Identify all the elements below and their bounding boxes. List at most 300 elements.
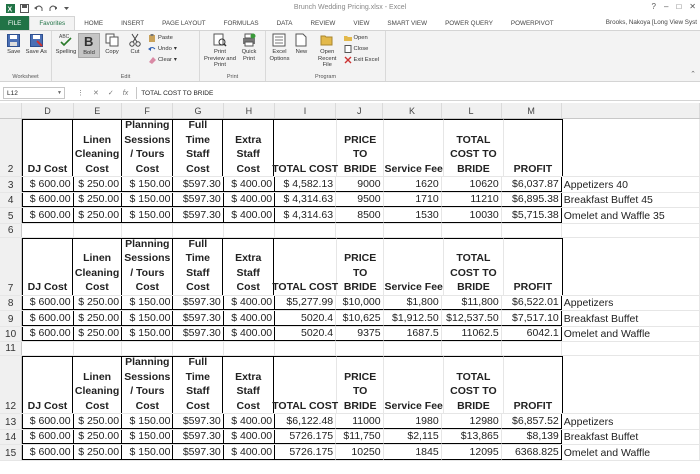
cell-n-7[interactable] xyxy=(563,238,700,295)
value-cell[interactable] xyxy=(74,327,122,342)
empty-cell[interactable] xyxy=(224,342,275,355)
formula-input[interactable]: TOTAL COST TO BRIDE xyxy=(136,87,700,99)
header-cell-price[interactable]: PRICE TO BRIDE xyxy=(337,356,384,413)
empty-cell[interactable] xyxy=(173,342,223,355)
value-cell[interactable] xyxy=(22,208,73,223)
value-cell[interactable] xyxy=(122,296,173,311)
empty-cell[interactable] xyxy=(173,224,223,237)
cell-value: $13,865 xyxy=(460,430,499,442)
account-name[interactable]: Brooks, Nakoya [Long View Syst xyxy=(605,19,697,26)
scissors-icon xyxy=(128,33,142,47)
value-cell[interactable] xyxy=(336,327,383,342)
name-box-value: L12 xyxy=(7,89,18,97)
cell-value: $ 400.00 xyxy=(231,445,273,458)
paste-icon xyxy=(148,34,156,42)
header-cell-profit[interactable]: PROFIT xyxy=(504,238,563,295)
value-cell[interactable] xyxy=(442,414,502,429)
tab-data[interactable]: DATA xyxy=(276,19,293,27)
empty-cell[interactable] xyxy=(442,342,502,355)
undo-icon[interactable] xyxy=(34,4,43,13)
copy-button[interactable]: Copy xyxy=(101,33,123,56)
menu-item-cell[interactable] xyxy=(562,177,700,192)
row-header-10[interactable]: 10 xyxy=(0,327,22,342)
empty-cell[interactable] xyxy=(22,342,73,355)
header-cell-extra[interactable]: Extra Staff Cost xyxy=(223,238,274,295)
save-icon[interactable] xyxy=(20,4,29,13)
empty-cell[interactable] xyxy=(74,342,122,355)
value-cell[interactable] xyxy=(275,445,336,460)
tab-review[interactable]: REVIEW xyxy=(310,19,336,27)
row-header-4[interactable]: 4 xyxy=(0,193,22,208)
column-header-j[interactable]: J xyxy=(336,103,383,118)
empty-cell[interactable] xyxy=(384,224,442,237)
value-cell[interactable] xyxy=(173,311,223,326)
cell-value: $ 4,314.63 xyxy=(283,193,334,205)
value-cell[interactable] xyxy=(224,327,275,342)
value-cell[interactable] xyxy=(442,193,502,208)
header-cell-linen[interactable]: Linen Cleaning Cost xyxy=(73,356,122,413)
cell-value: 10030 xyxy=(469,208,499,221)
menu-item-cell[interactable] xyxy=(562,430,700,445)
cell-value: $597.30 xyxy=(182,193,221,205)
column-header-d[interactable]: D xyxy=(22,103,73,118)
value-cell[interactable] xyxy=(384,208,442,223)
cell-value: $ 600.00 xyxy=(29,193,71,205)
row-header-8[interactable]: 8 xyxy=(0,296,22,311)
value-cell[interactable] xyxy=(173,327,223,342)
value-cell[interactable] xyxy=(384,193,442,208)
ribbon xyxy=(0,30,700,82)
empty-cell[interactable] xyxy=(74,224,122,237)
clear-button[interactable]: Clear ▾ xyxy=(148,56,177,64)
empty-cell[interactable] xyxy=(336,342,383,355)
value-cell[interactable] xyxy=(74,296,122,311)
insert-function-icon[interactable]: fx xyxy=(122,89,129,97)
group-label-edit: Edit xyxy=(120,74,131,80)
cell-value: $6,522.01 xyxy=(512,296,559,308)
enter-icon[interactable]: ✓ xyxy=(107,90,114,97)
value-cell[interactable] xyxy=(224,193,275,208)
spelling-icon xyxy=(59,33,73,47)
column-header-n[interactable] xyxy=(562,103,700,118)
exit-excel-button[interactable]: Exit Excel xyxy=(344,56,379,64)
close-button[interactable]: ✕ xyxy=(689,2,696,11)
formula-buttons xyxy=(77,89,128,97)
group-worksheet xyxy=(0,31,52,81)
name-box-dropdown-icon[interactable]: ▼ xyxy=(57,90,62,96)
value-cell[interactable] xyxy=(173,208,223,223)
cell-value: $6,037.87 xyxy=(512,177,559,190)
empty-cell[interactable] xyxy=(275,342,336,355)
open-recent-button[interactable]: Open Recent File xyxy=(313,33,342,69)
value-cell[interactable] xyxy=(122,193,173,208)
value-cell[interactable] xyxy=(22,414,73,429)
copy-icon xyxy=(105,33,119,47)
value-cell[interactable] xyxy=(22,193,73,208)
value-cell[interactable] xyxy=(442,430,502,445)
tab-insert[interactable]: INSERT xyxy=(121,19,145,27)
value-cell[interactable] xyxy=(336,296,383,311)
column-header-i[interactable]: I xyxy=(275,103,336,118)
column-header-m[interactable]: M xyxy=(502,103,562,118)
tab-powerpivot[interactable]: POWERPIVOT xyxy=(510,19,554,27)
value-cell[interactable] xyxy=(275,327,336,342)
cell-value: $1,912.50 xyxy=(391,311,439,324)
value-cell[interactable] xyxy=(275,177,336,192)
cell-value: $597.30 xyxy=(182,311,221,324)
menu-item-cell[interactable] xyxy=(562,296,700,311)
cell-value: $ 250.00 xyxy=(78,327,120,339)
quick-print-button[interactable]: Quick Print xyxy=(238,33,260,62)
cell-value: 10250 xyxy=(351,445,381,458)
sheet-rows xyxy=(0,119,700,461)
value-cell[interactable] xyxy=(384,445,442,460)
value-cell[interactable] xyxy=(74,414,122,429)
empty-cell[interactable] xyxy=(562,224,700,237)
row-header-3[interactable]: 3 xyxy=(0,177,22,192)
value-cell[interactable] xyxy=(384,311,442,326)
cell-value: 1620 xyxy=(415,177,439,190)
value-cell[interactable] xyxy=(22,430,73,445)
excel-options-button[interactable]: Excel Options xyxy=(269,33,290,62)
cell-value: $5,715.38 xyxy=(512,208,559,221)
cell-value: $ 600.00 xyxy=(29,414,71,427)
empty-cell[interactable] xyxy=(442,224,502,237)
tab-smart-view[interactable]: SMART VIEW xyxy=(387,19,428,27)
cell-value: $2,115 xyxy=(407,430,439,442)
value-cell[interactable] xyxy=(122,311,173,326)
save-as-button[interactable]: Save As xyxy=(26,33,48,56)
value-cell[interactable] xyxy=(224,445,275,460)
cell-value: $11,750 xyxy=(343,430,381,442)
customize-qat-icon[interactable] xyxy=(62,4,71,13)
value-cell[interactable] xyxy=(442,177,502,192)
svg-text:X: X xyxy=(7,6,13,13)
menu-item-label: Omelet and Waffle xyxy=(563,446,651,459)
column-header-h[interactable]: H xyxy=(224,103,275,118)
row-header-9[interactable]: 9 xyxy=(0,311,22,326)
cell-value: $ 250.00 xyxy=(78,311,120,324)
menu-item-label: Breakfast Buffet 45 xyxy=(563,194,653,206)
value-cell[interactable] xyxy=(442,311,502,326)
empty-cell[interactable] xyxy=(22,224,73,237)
empty-cell[interactable] xyxy=(275,224,336,237)
cell-value: $597.30 xyxy=(182,445,221,458)
printer-icon xyxy=(242,33,256,47)
value-cell[interactable] xyxy=(173,177,223,192)
value-cell[interactable] xyxy=(442,296,502,311)
value-cell[interactable] xyxy=(502,208,562,223)
bold-button[interactable]: B Bold xyxy=(78,33,100,58)
header-cell-dj[interactable]: DJ Cost xyxy=(22,119,73,176)
header-cell-linen[interactable]: Linen Cleaning Cost xyxy=(73,238,122,295)
column-header-l[interactable]: L xyxy=(442,103,502,118)
value-cell[interactable] xyxy=(173,296,223,311)
select-all-corner[interactable] xyxy=(0,103,22,118)
header-cell-linen[interactable]: Linen Cleaning Cost xyxy=(73,119,122,176)
value-cell[interactable] xyxy=(224,208,275,223)
cell-value: 12095 xyxy=(469,445,499,458)
cell-value: 1530 xyxy=(415,208,439,221)
column-header-k[interactable]: K xyxy=(383,103,441,118)
value-cell[interactable] xyxy=(22,327,73,342)
menu-item-cell[interactable] xyxy=(562,193,700,208)
header-cell-service[interactable]: Service Fee xyxy=(384,356,444,413)
cell-value: $1,800 xyxy=(406,296,439,308)
value-cell[interactable] xyxy=(224,311,275,326)
column-headers xyxy=(0,103,700,119)
value-cell[interactable] xyxy=(275,193,336,208)
print-preview-button[interactable]: Print Preview and Print xyxy=(203,33,237,69)
value-cell[interactable] xyxy=(22,311,73,326)
save-as-icon xyxy=(29,33,43,47)
tab-formulas[interactable]: FORMULAS xyxy=(223,19,259,27)
print-preview-icon xyxy=(213,33,227,47)
header-cell-planning[interactable]: Planning Sessions / Tours Cost xyxy=(122,119,173,176)
header-cell-total-bride[interactable]: TOTAL COST TO BRIDE xyxy=(444,119,503,176)
group-label-worksheet: Worksheet xyxy=(12,74,39,80)
paste-button[interactable]: Paste xyxy=(148,34,177,42)
menu-item-label: Appetizers 40 xyxy=(563,178,628,191)
value-cell[interactable] xyxy=(336,311,383,326)
header-cell-planning[interactable]: Planning Sessions / Tours Cost xyxy=(122,238,173,295)
tab-file[interactable]: FILE xyxy=(0,16,29,30)
spelling-button[interactable]: ABC Spelling xyxy=(55,34,77,55)
excel-logo-icon xyxy=(6,4,15,13)
cut-button[interactable]: Cut xyxy=(124,33,146,56)
cell-value: 8500 xyxy=(357,208,381,221)
cell-value: $ 4,582.13 xyxy=(283,177,334,190)
empty-cell[interactable] xyxy=(502,342,562,355)
options-icon xyxy=(272,33,286,47)
value-cell[interactable] xyxy=(74,177,122,192)
value-cell[interactable] xyxy=(173,445,223,460)
header-cell-total-bride[interactable]: TOTAL COST TO BRIDE xyxy=(444,238,503,295)
value-cell[interactable] xyxy=(122,445,173,460)
menu-item-cell[interactable] xyxy=(562,311,700,326)
menu-item-label: Breakfast Buffet xyxy=(563,312,639,325)
value-cell[interactable] xyxy=(74,193,122,208)
header-cell-extra[interactable]: Extra Staff Cost xyxy=(223,356,274,413)
cell-value: $8,139 xyxy=(526,430,559,442)
close-file-button[interactable]: Close xyxy=(344,45,379,53)
value-cell[interactable] xyxy=(336,193,383,208)
menu-item-cell[interactable] xyxy=(562,414,700,429)
minimize-button[interactable]: – xyxy=(664,2,669,11)
column-header-f[interactable]: F xyxy=(122,103,173,118)
value-cell[interactable] xyxy=(384,296,442,311)
value-cell[interactable] xyxy=(336,208,383,223)
row-header-11[interactable]: 11 xyxy=(0,342,22,355)
cell-value: $ 150.00 xyxy=(129,430,171,442)
more-options-icon: ⋮ xyxy=(77,90,84,97)
empty-cell[interactable] xyxy=(122,224,173,237)
tab-view[interactable]: VIEW xyxy=(353,19,370,27)
header-cell-total[interactable]: TOTAL COST xyxy=(274,119,337,176)
cell-value: $ 150.00 xyxy=(129,177,171,190)
header-cell-price[interactable]: PRICE TO BRIDE xyxy=(337,119,384,176)
empty-cell[interactable] xyxy=(502,224,562,237)
row-header-12[interactable]: 12 xyxy=(0,356,22,413)
header-cell-fulltime[interactable]: Full Time Staff Cost xyxy=(173,119,223,176)
header-cell-fulltime[interactable]: Full Time Staff Cost xyxy=(173,356,223,413)
header-cell-total-bride[interactable]: TOTAL COST TO BRIDE xyxy=(444,356,503,413)
value-cell[interactable] xyxy=(224,296,275,311)
value-cell[interactable] xyxy=(502,177,562,192)
maximize-button[interactable]: □ xyxy=(676,2,682,11)
value-cell[interactable] xyxy=(275,208,336,223)
header-cell-service[interactable]: Service Fee xyxy=(384,238,444,295)
value-cell[interactable] xyxy=(275,311,336,326)
cell-value: 1845 xyxy=(415,445,439,458)
empty-cell[interactable] xyxy=(224,224,275,237)
header-cell-total[interactable]: TOTAL COST xyxy=(274,238,337,295)
cell-value: $ 600.00 xyxy=(29,311,71,324)
value-cell[interactable] xyxy=(224,414,275,429)
sheet-row-6 xyxy=(0,224,700,238)
header-cell-dj[interactable]: DJ Cost xyxy=(22,356,73,413)
value-cell[interactable] xyxy=(336,430,383,445)
value-cell[interactable] xyxy=(22,445,73,460)
value-cell[interactable] xyxy=(74,430,122,445)
value-cell[interactable] xyxy=(224,177,275,192)
tab-page-layout[interactable]: PAGE LAYOUT xyxy=(162,19,206,27)
value-cell[interactable] xyxy=(275,296,336,311)
cell-value: $ 400.00 xyxy=(231,327,273,339)
row-header-5[interactable]: 5 xyxy=(0,208,22,223)
tab-home[interactable]: HOME xyxy=(84,19,104,27)
header-cell-total[interactable]: TOTAL COST xyxy=(274,356,337,413)
save-button[interactable]: Save xyxy=(3,33,25,56)
value-cell[interactable] xyxy=(122,430,173,445)
cell-value: $597.30 xyxy=(182,430,221,442)
header-cell-service[interactable]: Service Fee xyxy=(384,119,444,176)
cell-value: 12980 xyxy=(469,414,499,427)
value-cell[interactable] xyxy=(502,445,562,460)
header-cell-fulltime[interactable]: Full Time Staff Cost xyxy=(173,238,223,295)
row-header-14[interactable]: 14 xyxy=(0,430,22,445)
cell-value: $ 150.00 xyxy=(129,193,171,205)
tab-power-query[interactable]: POWER QUERY xyxy=(445,19,493,27)
header-cell-planning[interactable]: Planning Sessions / Tours Cost xyxy=(122,356,173,413)
value-cell[interactable] xyxy=(442,327,502,342)
menu-item-cell[interactable] xyxy=(562,208,700,223)
new-file-icon xyxy=(294,33,308,47)
value-cell[interactable] xyxy=(384,414,442,429)
value-cell[interactable] xyxy=(22,177,73,192)
value-cell[interactable] xyxy=(122,208,173,223)
value-cell[interactable] xyxy=(336,177,383,192)
cell-n-12[interactable] xyxy=(563,356,700,413)
header-cell-extra[interactable]: Extra Staff Cost xyxy=(223,119,274,176)
value-cell[interactable] xyxy=(336,414,383,429)
collapse-ribbon-icon[interactable]: ⌃ xyxy=(690,71,696,78)
value-cell[interactable] xyxy=(122,327,173,342)
cancel-icon[interactable]: ✕ xyxy=(93,90,99,97)
row-header-6[interactable]: 6 xyxy=(0,224,22,237)
value-cell[interactable] xyxy=(384,177,442,192)
new-button[interactable]: New xyxy=(291,33,312,56)
clear-dropdown-icon[interactable]: ▾ xyxy=(173,57,177,63)
empty-cell[interactable] xyxy=(562,342,700,355)
name-box[interactable] xyxy=(3,87,65,99)
row-header-7[interactable]: 7 xyxy=(0,238,22,295)
help-button[interactable]: ? xyxy=(651,2,656,11)
value-cell[interactable] xyxy=(173,414,223,429)
empty-cell[interactable] xyxy=(336,224,383,237)
value-cell[interactable] xyxy=(275,430,336,445)
sheet-row-12 xyxy=(0,356,700,414)
undo-icon xyxy=(148,45,156,53)
sheet-row-3 xyxy=(0,177,700,193)
value-cell[interactable] xyxy=(22,296,73,311)
column-header-e[interactable]: E xyxy=(74,103,122,118)
sheet-row-4 xyxy=(0,193,700,209)
value-cell[interactable] xyxy=(224,430,275,445)
menu-item-cell[interactable] xyxy=(562,445,700,460)
row-header-13[interactable]: 13 xyxy=(0,414,22,429)
cell-value: $ 600.00 xyxy=(29,327,71,339)
value-cell[interactable] xyxy=(275,414,336,429)
value-cell[interactable] xyxy=(122,414,173,429)
cell-value: $ 150.00 xyxy=(129,445,171,458)
value-cell[interactable] xyxy=(336,445,383,460)
value-cell[interactable] xyxy=(173,193,223,208)
sheet-row-8 xyxy=(0,296,700,312)
header-cell-profit[interactable]: PROFIT xyxy=(504,119,563,176)
redo-icon[interactable] xyxy=(48,4,57,13)
value-cell[interactable] xyxy=(502,311,562,326)
open-button[interactable]: Open xyxy=(344,34,379,42)
value-cell[interactable] xyxy=(74,208,122,223)
tab-favorites[interactable]: Favorites xyxy=(29,16,75,30)
cell-value: $ 150.00 xyxy=(129,414,171,427)
undo-button[interactable]: Undo ▾ xyxy=(148,45,177,53)
value-cell[interactable] xyxy=(384,430,442,445)
value-cell[interactable] xyxy=(442,445,502,460)
empty-cell[interactable] xyxy=(122,342,173,355)
row-header-15[interactable]: 15 xyxy=(0,445,22,460)
column-header-g[interactable]: G xyxy=(173,103,223,118)
cell-n-2[interactable] xyxy=(563,119,700,176)
value-cell[interactable] xyxy=(74,445,122,460)
value-cell[interactable] xyxy=(122,177,173,192)
value-cell[interactable] xyxy=(502,430,562,445)
value-cell[interactable] xyxy=(502,193,562,208)
value-cell[interactable] xyxy=(502,414,562,429)
cell-value: 5726.175 xyxy=(289,430,334,442)
header-cell-dj[interactable]: DJ Cost xyxy=(22,238,73,295)
header-cell-price[interactable]: PRICE TO BRIDE xyxy=(337,238,384,295)
value-cell[interactable] xyxy=(502,296,562,311)
empty-cell[interactable] xyxy=(384,342,442,355)
exit-icon xyxy=(344,56,352,64)
value-cell[interactable] xyxy=(384,327,442,342)
value-cell[interactable] xyxy=(502,327,562,342)
row-header-2[interactable]: 2 xyxy=(0,119,22,176)
cell-value: $ 250.00 xyxy=(78,177,120,190)
header-cell-profit[interactable]: PROFIT xyxy=(504,356,563,413)
menu-item-cell[interactable] xyxy=(562,327,700,342)
save-icon xyxy=(7,33,21,47)
cell-value: $ 400.00 xyxy=(231,430,273,442)
value-cell[interactable] xyxy=(74,311,122,326)
value-cell[interactable] xyxy=(442,208,502,223)
cell-value: $6,122.48 xyxy=(286,414,334,427)
cell-value: $ 150.00 xyxy=(129,296,171,308)
value-cell[interactable] xyxy=(173,430,223,445)
undo-dropdown-icon[interactable]: ▾ xyxy=(173,46,177,52)
